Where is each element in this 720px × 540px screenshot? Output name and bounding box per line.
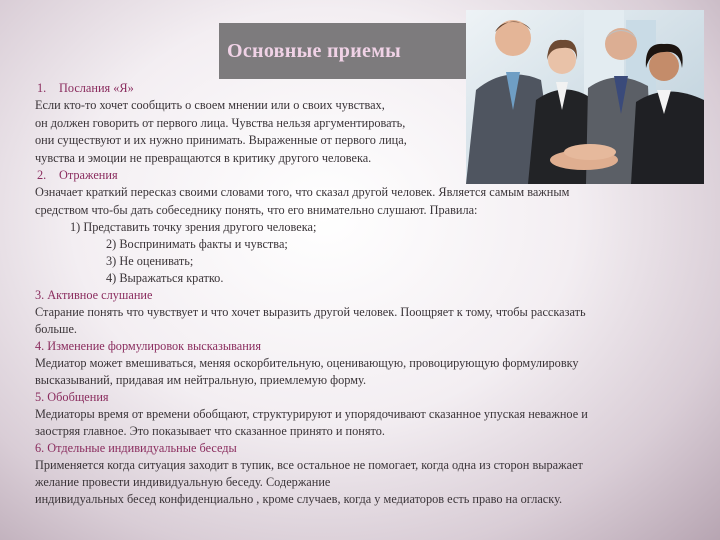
section-1-line: они существуют и их нужно принимать. Выраженные от первого лица,: [35, 133, 407, 147]
section-1-number: 1.: [37, 81, 47, 95]
slide-title: Основные приемы: [227, 39, 402, 62]
team-photo: [466, 10, 704, 184]
section-5-line: заостряя главное. Это показывает что сказанное принято и понято.: [35, 424, 385, 438]
section-2-line: средством что-бы дать собеседнику понять, что его внимательно слушают. Правила:: [35, 203, 478, 217]
section-6-heading: 6. Отдельные индивидуальные беседы: [35, 441, 237, 455]
section-5-line: Медиаторы время от времени обобщают, структурируют и упорядочивают сказанное упуская неважное и: [35, 407, 588, 421]
section-4-heading: 4. Изменение формулировок высказывания: [35, 339, 262, 353]
section-2-rule: 1) Представить точку зрения другого человека;: [70, 220, 317, 234]
section-2-heading: Отражения: [59, 168, 118, 182]
slide-title-box: [219, 23, 466, 79]
section-3-line: больше.: [35, 322, 77, 336]
team-photo-image: [466, 10, 704, 184]
section-1-line: он должен говорить от первого лица. Чувства нельзя аргументировать,: [35, 116, 406, 130]
section-2-number: 2.: [37, 168, 47, 182]
section-6-line: желание провести индивидуальную беседу. Содержание: [35, 475, 331, 489]
section-2-rule: 3) Не оценивать;: [106, 254, 194, 268]
section-6-line: индивидуальных бесед конфиденциально , кроме случаев, когда у медиаторов есть право на огласку.: [35, 492, 563, 506]
section-6-line: Применяется когда ситуация заходит в тупик, все остальное не помогает, когда одна из сторон выражает: [35, 458, 583, 472]
section-4-line: Медиатор может вмешиваться, меняя оскорбительную, оценивающую, провоцирующую формулировку: [35, 356, 579, 370]
section-1-line: Если кто-то хочет сообщить о своем мнении или о своих чувствах,: [35, 98, 385, 112]
section-1-heading: Послания «Я»: [59, 81, 134, 95]
section-2-rule: 2) Воспринимать факты и чувства;: [106, 237, 288, 251]
section-5-heading: 5. Обобщения: [35, 390, 109, 404]
section-4-line: высказываний, придавая им нейтральную, приемлемую форму.: [35, 373, 367, 387]
section-1-line: чувства и эмоции не превращаются в критику другого человека.: [35, 151, 372, 165]
section-2-line: Означает краткий пересказ своими словами того, что сказал другой человек. Является самым важным: [35, 185, 570, 199]
section-2-rule: 4) Выражаться кратко.: [106, 271, 224, 285]
section-3-heading: 3. Активное слушание: [35, 288, 153, 302]
section-3-line: Старание понять что чувствует и что хочет выразить другой человек. Поощряет к тому, чтобы рассказать: [35, 305, 586, 319]
